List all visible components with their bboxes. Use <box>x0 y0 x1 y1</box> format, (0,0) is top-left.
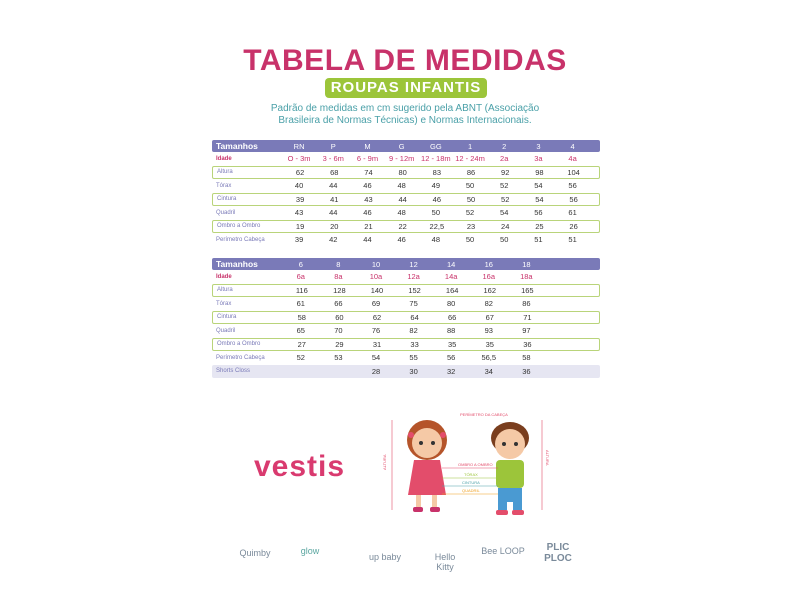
table-cell: 50 <box>465 181 475 191</box>
table-cell: 50 <box>500 235 509 245</box>
table-cell: 41 <box>330 194 339 204</box>
table-cell: 54 <box>534 181 543 191</box>
table-cell: 2a <box>500 154 509 164</box>
table-cell: 34 <box>484 366 493 376</box>
table-cell: 52 <box>465 208 475 218</box>
table-row <box>212 179 600 193</box>
label-waist: CINTURA <box>462 480 480 485</box>
table-cell: 36 <box>522 366 531 376</box>
table-cell: 86 <box>466 167 476 177</box>
table-cell: 65 <box>296 326 305 336</box>
table-cell: 61 <box>568 208 577 218</box>
table-row <box>212 351 600 365</box>
table-cell: 80 <box>398 167 407 177</box>
table-cell: 66 <box>334 299 343 309</box>
row-label: Altura <box>217 169 233 176</box>
table-cell: 44 <box>329 181 338 191</box>
size-header-cell: 16 <box>484 259 493 269</box>
table-cell: 52 <box>296 353 305 363</box>
table-cell: 66 <box>448 312 457 322</box>
table-cell: 165 <box>521 285 534 295</box>
table-cell: 40 <box>294 181 304 191</box>
table-cell: 58 <box>297 312 306 322</box>
size-header-cell: 14 <box>447 259 456 269</box>
size-header-cell: 1 <box>467 141 473 151</box>
size-header-cell: 4 <box>570 141 575 151</box>
size-header-cell: RN <box>293 141 305 151</box>
table-cell: 35 <box>485 339 494 349</box>
table-cell: 56 <box>534 208 543 218</box>
table-cell: 44 <box>398 194 407 204</box>
page-title: TABELA DE MEDIDAS <box>243 44 567 77</box>
table-cell: 51 <box>534 235 543 245</box>
size-header-cell: 6 <box>298 259 303 269</box>
table-cell: 75 <box>409 299 418 309</box>
label-shoulder: OMBRO A OMBRO <box>458 462 493 467</box>
table-cell: 56 <box>568 181 577 191</box>
table-cell: 56 <box>447 353 456 363</box>
table-cell: 43 <box>294 208 304 218</box>
header-label: Tamanhos <box>216 259 258 269</box>
table-cell: 25 <box>535 221 544 231</box>
table-cell: 8a <box>334 272 343 282</box>
brand-glow: glow <box>300 546 320 556</box>
table-cell: 19 <box>295 221 305 231</box>
table-cell: 69 <box>371 299 381 309</box>
table-cell: 51 <box>568 235 577 245</box>
table-cell: 20 <box>330 221 339 231</box>
label-head: PERÍMETRO DA CABEÇA <box>460 412 508 417</box>
table-cell: 36 <box>523 339 532 349</box>
table-cell: 23 <box>466 221 476 231</box>
table-cell: 21 <box>364 221 373 231</box>
measurement-illustration <box>380 410 550 520</box>
size-header-cell: 2 <box>502 141 507 151</box>
table-cell: 14a <box>444 272 458 282</box>
table-cell: 43 <box>364 194 373 204</box>
table-cell: 3a <box>534 154 543 164</box>
table-cell: 86 <box>522 299 531 309</box>
table-row <box>212 311 600 325</box>
table-cell: 6 - 9m <box>356 154 379 164</box>
table-row <box>212 297 600 311</box>
table-cell: 22,5 <box>429 221 445 231</box>
table-cell: 48 <box>397 181 406 191</box>
label-hip: QUADRIL <box>462 488 480 493</box>
table-cell: 97 <box>522 326 531 336</box>
table-cell: 6a <box>296 272 305 282</box>
table-cell: 27 <box>297 339 306 349</box>
row-label: Perímetro Cabeça <box>216 236 265 243</box>
table-cell: 52 <box>500 181 509 191</box>
table-cell: 67 <box>485 312 494 322</box>
table-cell: 30 <box>409 366 418 376</box>
table-cell: 46 <box>432 194 442 204</box>
table-cell: O - 3m <box>287 154 311 164</box>
row-label: Tórax <box>216 300 232 307</box>
label-height-left: ALTURA <box>382 454 387 470</box>
table-cell: 50 <box>466 194 476 204</box>
table-cell: 50 <box>465 235 475 245</box>
table-cell: 61 <box>296 299 305 309</box>
table-cell: 70 <box>334 326 343 336</box>
table-row <box>212 233 600 247</box>
row-label: Altura <box>217 287 233 294</box>
table-cell: 71 <box>523 312 532 322</box>
table-cell: 12 - 18m <box>421 154 451 164</box>
table-cell: 56 <box>569 194 578 204</box>
table-cell: 52 <box>501 194 510 204</box>
size-header-cell: M <box>364 141 371 151</box>
table-cell: 62 <box>372 312 382 322</box>
table-cell: 31 <box>372 339 382 349</box>
table-cell: 56,5 <box>481 353 497 363</box>
size-header-cell: P <box>330 141 336 151</box>
table-cell: 162 <box>483 285 497 295</box>
row-label: Perímetro Cabeça <box>216 354 265 361</box>
table-cell: 12 - 24m <box>455 154 485 164</box>
table-cell: 92 <box>501 167 510 177</box>
table-cell: 53 <box>334 353 343 363</box>
table-row <box>212 338 600 352</box>
size-header-cell: 8 <box>336 259 341 269</box>
table-cell: 46 <box>397 235 406 245</box>
vestis-logo: vestis <box>254 450 346 483</box>
size-header-cell: G <box>398 141 405 151</box>
description-line-2: Brasileira de Normas Técnicas) e Normas Internacionais. <box>278 115 532 126</box>
table-cell: 98 <box>535 167 544 177</box>
row-label: Idade <box>216 273 232 280</box>
table-cell: 60 <box>335 312 344 322</box>
table-cell: 54 <box>371 353 381 363</box>
table-cell: 64 <box>410 312 419 322</box>
table-header-row <box>212 258 600 270</box>
table-cell: 3 - 6m <box>322 154 344 164</box>
table-cell: 9 - 12m <box>388 154 415 164</box>
table-cell: 44 <box>363 235 372 245</box>
table-cell: 49 <box>431 181 441 191</box>
row-label: Ombro a Ombro <box>217 223 261 230</box>
table-cell: 164 <box>445 285 459 295</box>
table-cell: 32 <box>447 366 456 376</box>
row-label: Shorts Closs <box>216 368 251 375</box>
table-cell: 74 <box>364 167 373 177</box>
table-cell: 12a <box>407 272 420 282</box>
table-cell: 48 <box>431 235 441 245</box>
size-header-cell: 12 <box>409 259 418 269</box>
girl-figure <box>407 420 447 512</box>
table-row <box>212 284 600 298</box>
label-height-right: ALTURA <box>545 450 550 466</box>
table-cell: 82 <box>484 299 493 309</box>
table-header-row <box>212 140 600 152</box>
table-cell: 26 <box>569 221 578 231</box>
table-cell: 33 <box>410 339 419 349</box>
table-row <box>212 270 600 284</box>
row-label: Cintura <box>217 196 237 203</box>
table-cell: 44 <box>329 208 338 218</box>
size-table-2 <box>212 258 600 378</box>
description <box>0 103 810 127</box>
table-cell: 93 <box>484 326 493 336</box>
table-cell: 29 <box>335 339 344 349</box>
brand-hello-kitty: Hello Kitty <box>434 552 456 572</box>
size-table-1 <box>212 140 600 247</box>
size-header-cell: 18 <box>522 259 531 269</box>
size-header-cell: 10 <box>371 259 381 269</box>
table-cell: 28 <box>371 366 381 376</box>
row-label: Cintura <box>217 314 237 321</box>
table-cell: 39 <box>294 235 304 245</box>
table-cell: 58 <box>522 353 531 363</box>
boy-figure <box>491 422 529 515</box>
table-cell: 62 <box>295 167 305 177</box>
table-row <box>212 152 600 166</box>
table-cell: 54 <box>535 194 544 204</box>
row-label: Tórax <box>216 182 232 189</box>
table-row <box>212 166 600 180</box>
table-cell: 54 <box>500 208 509 218</box>
table-row <box>212 193 600 207</box>
table-cell: 83 <box>432 167 442 177</box>
table-cell: 152 <box>408 285 421 295</box>
row-label: Ombro a Ombro <box>217 341 261 348</box>
table-cell: 16a <box>482 272 496 282</box>
table-cell: 140 <box>370 285 384 295</box>
row-label: Idade <box>216 155 232 162</box>
size-header-cell: GG <box>430 141 442 151</box>
table-cell: 128 <box>333 285 346 295</box>
description-line-1: Padrão de medidas em cm sugerido pela ABNT (Associação <box>270 103 540 114</box>
table-cell: 22 <box>398 221 407 231</box>
table-cell: 46 <box>363 208 372 218</box>
table-cell: 18a <box>520 272 533 282</box>
table-row <box>212 324 600 338</box>
table-cell: 46 <box>363 181 372 191</box>
table-cell: 50 <box>431 208 441 218</box>
table-cell: 10a <box>369 272 383 282</box>
brand-up-baby: up baby <box>368 552 402 562</box>
table-cell: 68 <box>330 167 339 177</box>
table-cell: 88 <box>447 326 456 336</box>
table-cell: 55 <box>409 353 418 363</box>
brand-bee-loop: Bee LOOP <box>481 546 525 556</box>
table-cell: 104 <box>567 167 580 177</box>
row-label: Quadril <box>216 209 236 216</box>
table-cell: 76 <box>371 326 381 336</box>
table-row <box>212 220 600 234</box>
row-label: Quadril <box>216 327 236 334</box>
table-cell: 24 <box>501 221 510 231</box>
table-cell: 4a <box>568 154 577 164</box>
table-cell: 35 <box>448 339 457 349</box>
table-cell: 39 <box>295 194 305 204</box>
table-row <box>212 365 600 379</box>
table-cell: 42 <box>329 235 338 245</box>
table-cell: 48 <box>397 208 406 218</box>
header-label: Tamanhos <box>216 141 258 151</box>
brand-logos <box>230 540 590 570</box>
size-header-cell: 3 <box>536 141 541 151</box>
brand-plic-ploc: PLIC PLOC <box>544 542 572 564</box>
table-cell: 116 <box>295 285 308 295</box>
label-chest: TÓRAX <box>464 472 478 477</box>
table-cell: 80 <box>447 299 456 309</box>
table-row <box>212 206 600 220</box>
category-badge: ROUPAS INFANTIS <box>325 78 487 98</box>
brand-quimby: Quimby <box>239 548 271 558</box>
table-cell: 82 <box>409 326 418 336</box>
